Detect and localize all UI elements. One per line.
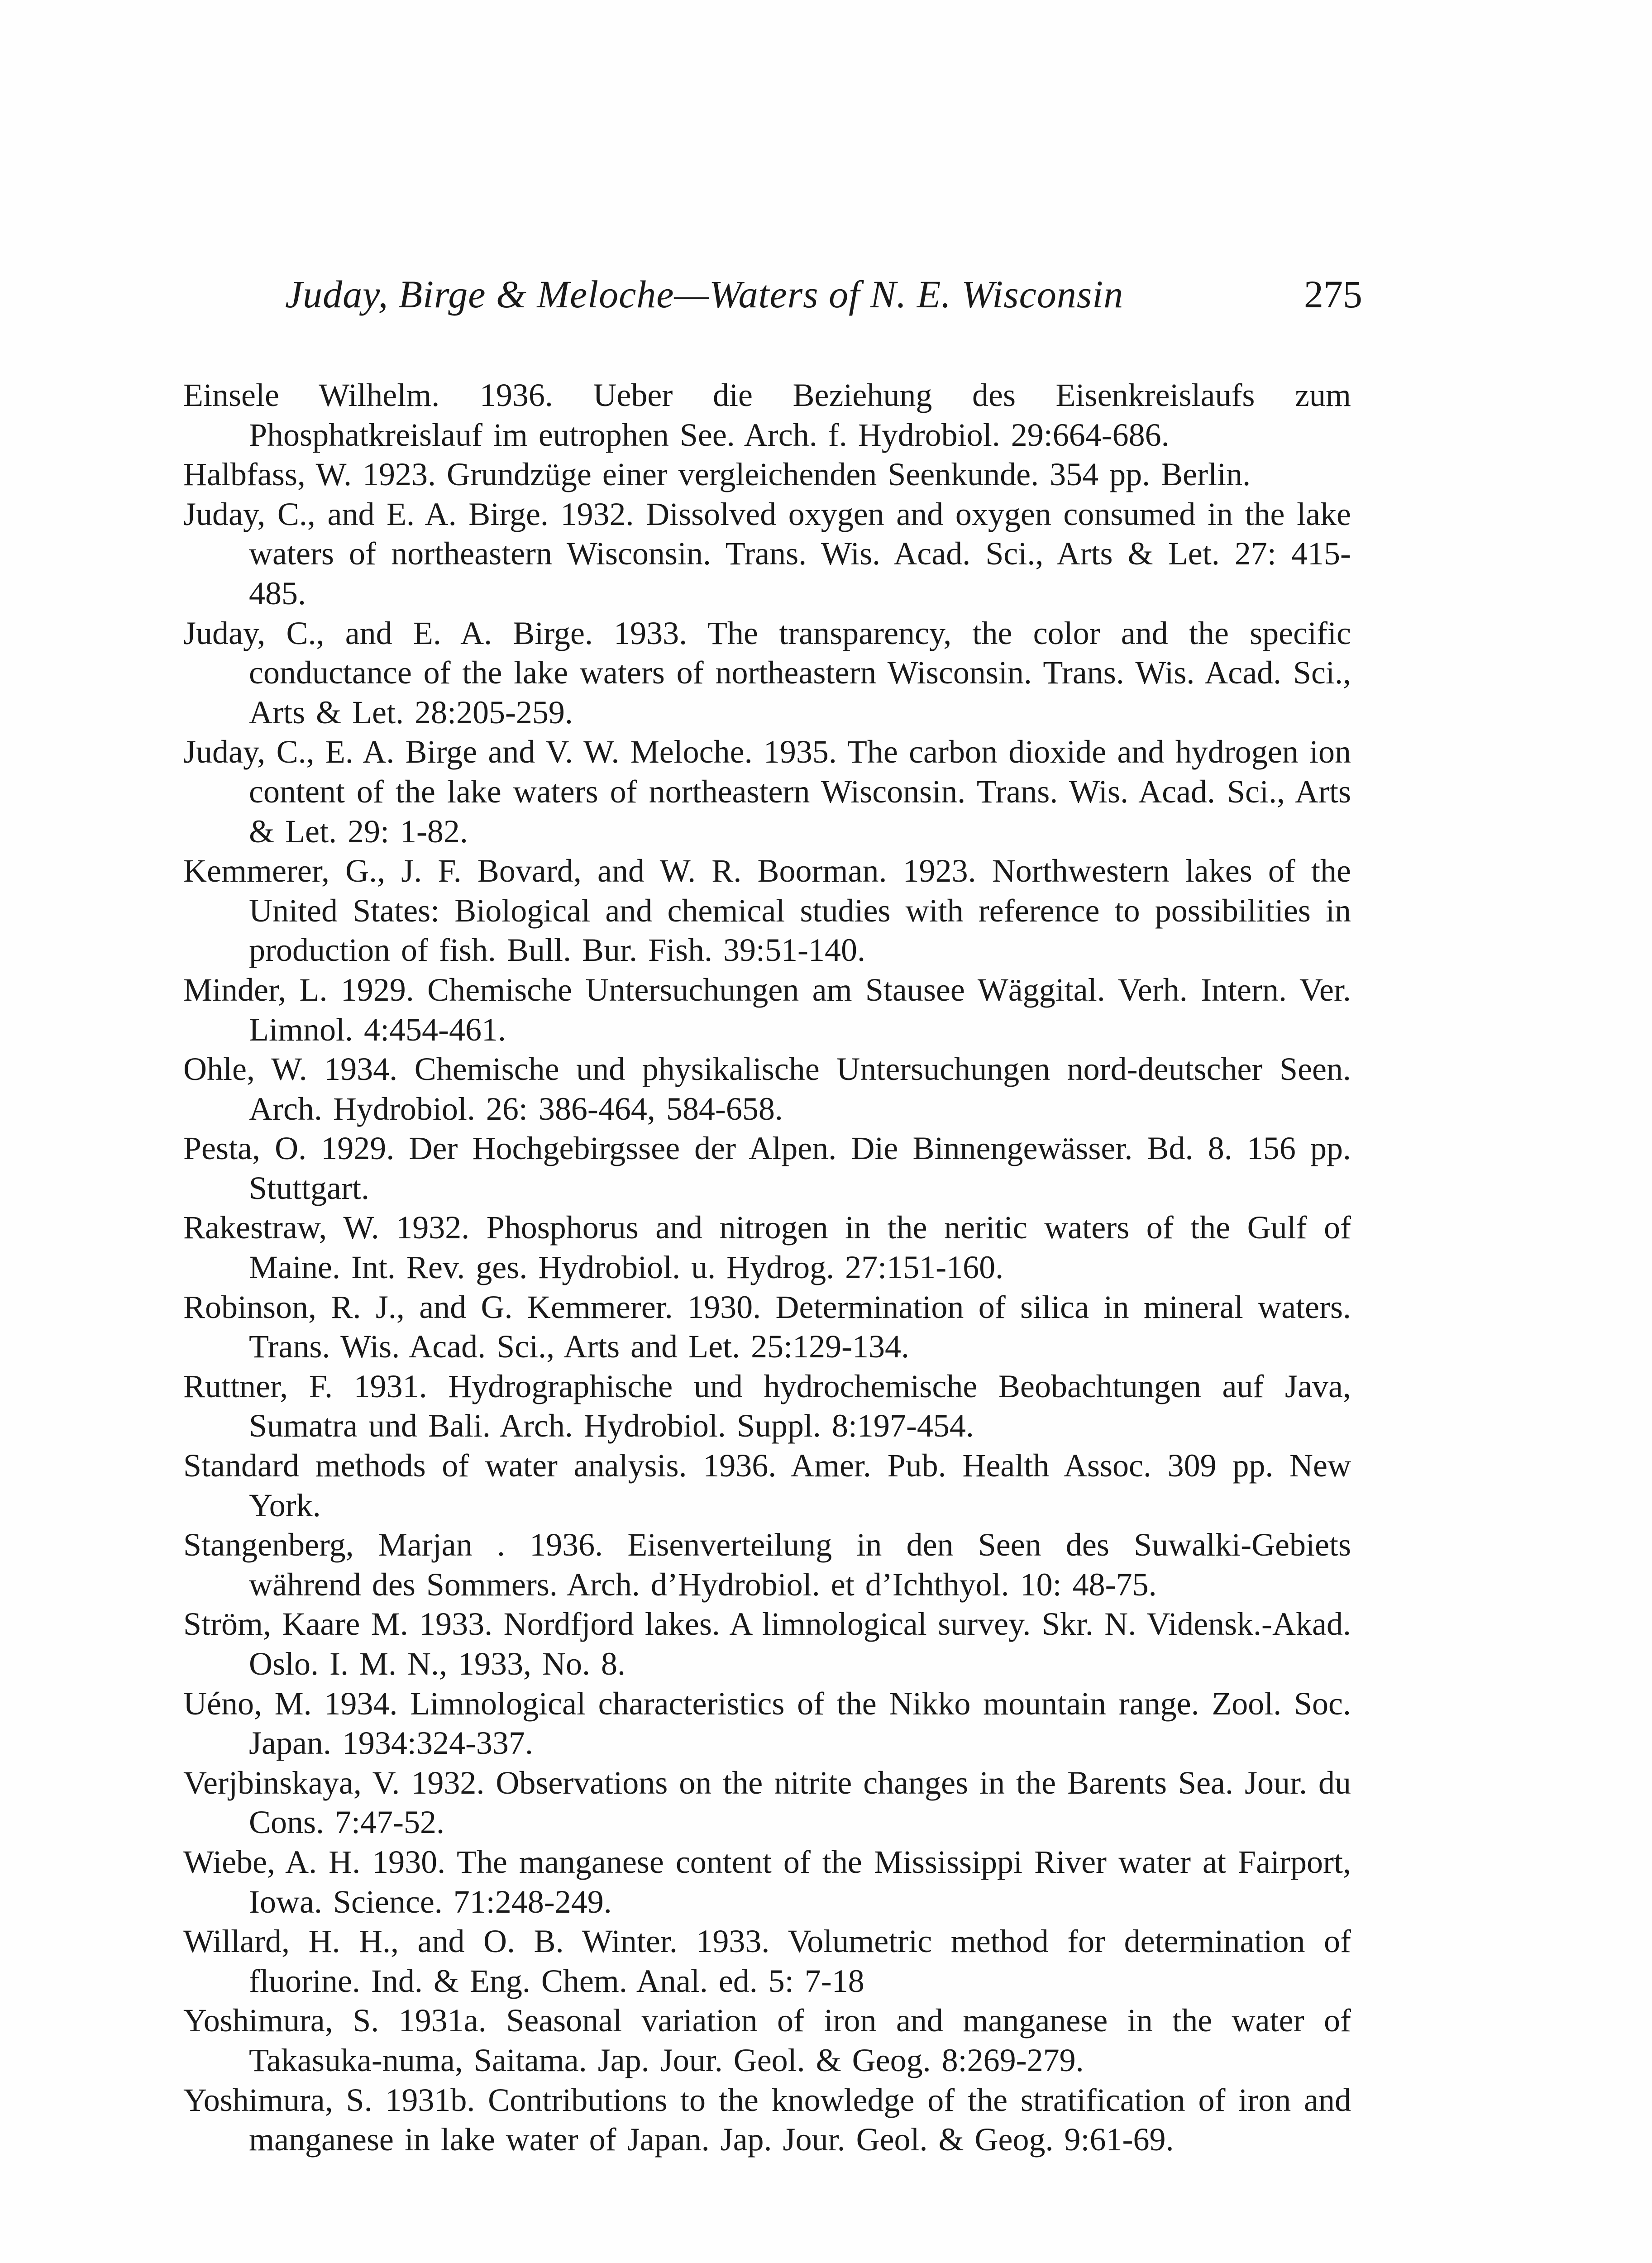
reference-entry: Juday, C., and E. A. Birge. 1932. Dissolved oxygen and oxygen consumed in the lake waters of northeastern Wisconsin. Trans. Wis. Acad. Sci., Arts & Let. 27: 415-485. bbox=[183, 496, 1351, 611]
reference-entry: Juday, C., E. A. Birge and V. W. Meloche. 1935. The carbon dioxide and hydrogen ion content of the lake waters of northeastern Wisconsin. Trans. Wis. Acad. Sci., Arts & Let. 29: 1-82. bbox=[183, 734, 1351, 850]
reference-entry: Minder, L. 1929. Chemische Untersuchungen am Stausee Wäggital. Verh. Intern. Ver. Limnol. 4:454-461. bbox=[183, 971, 1351, 1048]
reference-entry: Standard methods of water analysis. 1936. Amer. Pub. Health Assoc. 309 pp. New York. bbox=[183, 1447, 1351, 1523]
reference-entry: Ohle, W. 1934. Chemische und physikalische Untersuchungen nord-deutscher Seen. Arch. Hydrobiol. 26: 386-464, 584-658. bbox=[183, 1051, 1351, 1127]
reference-entry: Rakestraw, W. 1932. Phosphorus and nitrogen in the neritic waters of the Gulf of Maine. Int. Rev. ges. Hydrobiol. u. Hydrog. 27:151-160. bbox=[183, 1209, 1351, 1286]
reference-entry: Kemmerer, G., J. F. Bovard, and W. R. Boorman. 1923. Northwestern lakes of the United States: Biological and chemical studies with reference to possibilities in production of fish. Bull. Bur. Fish. 39:51-140. bbox=[183, 853, 1351, 969]
running-header-title: Juday, Birge & Meloche—Waters of N. E. Wisconsin bbox=[285, 272, 1124, 316]
reference-entry: Stangenberg, Marjan . 1936. Eisenverteilung in den Seen des Suwalki-Gebiets während des Sommers. Arch. d’Hydrobiol. et d’Ichthyol. 10: 48-75. bbox=[183, 1527, 1351, 1603]
reference-entry: Ström, Kaare M. 1933. Nordfjord lakes. A limnological survey. Skr. N. Vidensk.-Akad. Oslo. I. M. N., 1933, No. 8. bbox=[183, 1606, 1351, 1682]
reference-entry: Einsele Wilhelm. 1936. Ueber die Beziehung des Eisenkreislaufs zum Phosphatkreislauf im eutrophen See. Arch. f. Hydrobiol. 29:664-686. bbox=[183, 377, 1351, 453]
reference-entry: Pesta, O. 1929. Der Hochgebirgssee der Alpen. Die Binnengewässer. Bd. 8. 156 pp. Stuttgart. bbox=[183, 1130, 1351, 1206]
reference-entry: Robinson, R. J., and G. Kemmerer. 1930. Determination of silica in mineral waters. Trans. Wis. Acad. Sci., Arts and Let. 25:129-134. bbox=[183, 1289, 1351, 1365]
running-header bbox=[285, 272, 1362, 330]
reference-entry: Verjbinskaya, V. 1932. Observations on the nitrite changes in the Barents Sea. Jour. du Cons. 7:47-52. bbox=[183, 1764, 1351, 1841]
page-number: 275 bbox=[1304, 272, 1362, 316]
reference-entry: Uéno, M. 1934. Limnological characteristics of the Nikko mountain range. Zool. Soc. Japan. 1934:324-337. bbox=[183, 1685, 1351, 1762]
reference-entry: Juday, C., and E. A. Birge. 1933. The transparency, the color and the specific conductance of the lake waters of northeastern Wisconsin. Trans. Wis. Acad. Sci., Arts & Let. 28:205-259. bbox=[183, 615, 1351, 730]
reference-entry: Yoshimura, S. 1931a. Seasonal variation of iron and manganese in the water of Takasuka-numa, Saitama. Jap. Jour. Geol. & Geog. 8:269-279. bbox=[183, 2002, 1351, 2078]
reference-entry: Yoshimura, S. 1931b. Contributions to the knowledge of the stratification of iron and manganese in lake water of Japan. Jap. Jour. Geol. & Geog. 9:61-69. bbox=[183, 2082, 1351, 2158]
reference-entry: Willard, H. H., and O. B. Winter. 1933. Volumetric method for determination of fluorine. Ind. & Eng. Chem. Anal. ed. 5: 7-18 bbox=[183, 1923, 1351, 1999]
reference-entry: Halbfass, W. 1923. Grundzüge einer vergleichenden Seenkunde. 354 pp. Berlin. bbox=[183, 456, 1251, 493]
reference-entry: Wiebe, A. H. 1930. The manganese content of the Mississippi River water at Fairport, Iowa. Science. 71:248-249. bbox=[183, 1843, 1351, 1920]
reference-list bbox=[183, 376, 1351, 2160]
reference-entry: Ruttner, F. 1931. Hydrographische und hydrochemische Beobachtungen auf Java, Sumatra und Bali. Arch. Hydrobiol. Suppl. 8:197-454. bbox=[183, 1368, 1351, 1444]
